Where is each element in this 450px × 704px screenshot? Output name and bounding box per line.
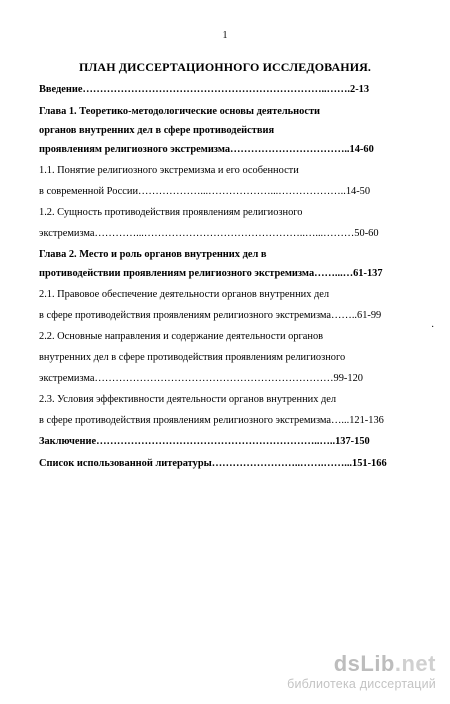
toc-line[interactable]: экстремизма……………………………………………………………99-120 xyxy=(39,373,363,384)
watermark-logo-suffix: .net xyxy=(394,651,436,676)
toc-line[interactable]: 2.3. Условия эффективности деятельности органов внутренних дел xyxy=(39,394,337,405)
toc-line[interactable]: экстремизма…………...………………………………………..…...………50-60 xyxy=(39,228,379,239)
page-title: ПЛАН ДИССЕРТАЦИОННОГО ИССЛЕДОВАНИЯ. xyxy=(78,60,372,74)
toc-line[interactable]: Глава 2. Место и роль органов внутренних дел в xyxy=(39,249,267,260)
watermark-logo-main: dsLib xyxy=(333,651,395,676)
toc-line[interactable]: Введение……………………………………………………………..…….2-13 xyxy=(39,84,370,95)
watermark-subtitle: библиотека диссертаций xyxy=(287,677,436,691)
margin-dot: · xyxy=(431,322,435,333)
toc-line: внутренних дел в сфере противодействия проявлениям религиозного xyxy=(39,352,346,363)
toc-line[interactable]: 1.2. Сущность противодействия проявлениям религиозного xyxy=(39,207,303,218)
toc-line[interactable]: 2.1. Правовое обеспечение деятельности органов внутренних дел xyxy=(39,289,330,300)
watermark-logo xyxy=(287,652,436,676)
watermark xyxy=(287,652,436,692)
toc-line[interactable]: противодействии проявлениям религиозного экстремизма……...…61-137 xyxy=(39,268,383,279)
toc-line[interactable]: Глава 1. Теоретико-методологические основы деятельности xyxy=(39,106,321,117)
toc-line[interactable]: проявлениям религиозного экстремизма……………………………..14-60 xyxy=(39,144,374,155)
toc-line: органов внутренних дел в сфере противодействия xyxy=(39,125,275,136)
page-number: 1 xyxy=(222,30,228,41)
toc-line[interactable]: в современной России………………...………………...………………..14-50 xyxy=(39,186,371,197)
toc-line[interactable]: Заключение………………………………………………………..…..137-150 xyxy=(39,436,370,447)
toc-line[interactable]: в сфере противодействия проявлениям религиозного экстремизма……..61-99 xyxy=(39,310,382,321)
toc-line[interactable]: 1.1. Понятие религиозного экстремизма и его особенности xyxy=(39,165,299,176)
toc-line[interactable]: в сфере противодействия проявлениям религиозного экстремизма…...121-136 xyxy=(39,415,384,426)
toc-line[interactable]: Список использованной литературы……………………..…….……...151-166 xyxy=(39,458,387,469)
toc-line[interactable]: 2.2. Основные направления и содержание деятельности органов xyxy=(39,331,324,342)
